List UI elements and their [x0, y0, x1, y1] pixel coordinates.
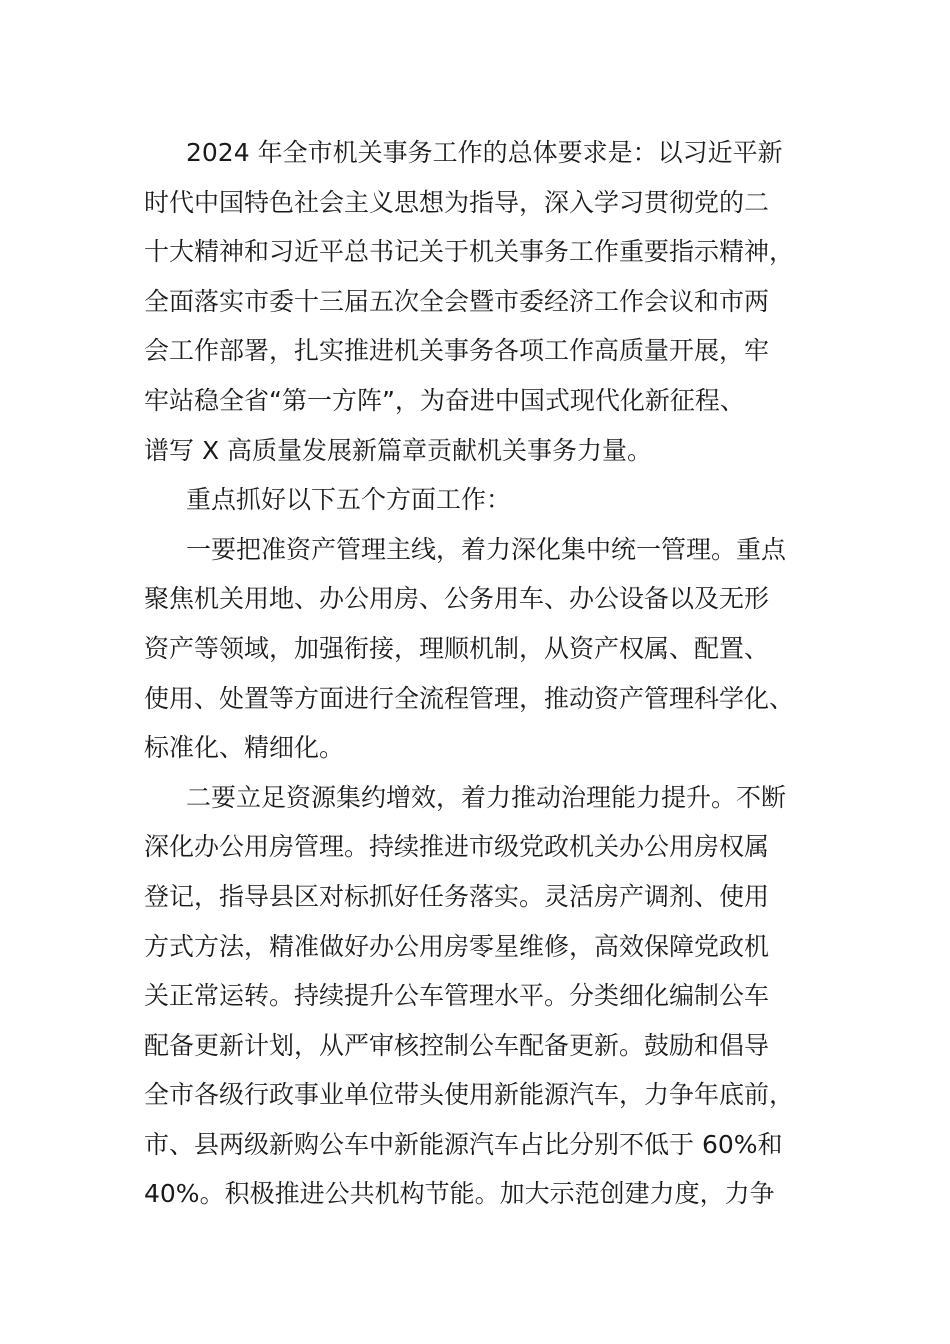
text-line: 全面落实市委十三届五次全会暨市委经济工作会议和市两 — [144, 286, 770, 316]
text-line: 重点抓好以下五个方面工作： — [186, 485, 512, 515]
text-line: 深化办公用房管理。持续推进市级党政机关办公用房权属 — [144, 832, 770, 862]
text-line: 配备更新计划，从严审核控制公车配备更新。鼓励和倡导 — [144, 1030, 770, 1060]
text-line: 十大精神和习近平总书记关于机关事务工作重要指示精神， — [144, 237, 795, 267]
text-line: 全市各级行政事业单位带头使用新能源汽车，力争年底前， — [144, 1080, 795, 1110]
paragraph-asset-management — [144, 525, 808, 773]
text-line: 牢站稳全省“第一方阵”，为奋进中国式现代化新征程、 — [144, 385, 745, 415]
text-line: 40%。积极推进公共机构节能。加大示范创建力度，力争 — [144, 1179, 775, 1209]
text-line: 方式方法，精准做好办公用房零星维修，高效保障党政机 — [144, 931, 770, 961]
text-line: 会工作部署，扎实推进机关事务各项工作高质量开展，牢 — [144, 336, 770, 366]
text-line: 使用、处置等方面进行全流程管理，推动资产管理科学化、 — [144, 683, 795, 713]
text-line: 聚焦机关用地、办公用房、公务用车、办公设备以及无形 — [144, 584, 770, 614]
text-line: 登记，指导县区对标抓好任务落实。灵活房产调剂、使用 — [144, 881, 770, 911]
text-line: 2024 年全市机关事务工作的总体要求是：以习近平新 — [186, 138, 783, 167]
text-line: 资产等领域，加强衔接，理顺机制，从资产权属、配置、 — [144, 633, 770, 663]
text-line: 市、县两级新购公车中新能源汽车占比分别不低于 60%和 — [144, 1129, 783, 1159]
text-line: 关正常运转。持续提升公车管理水平。分类细化编制公车 — [144, 981, 770, 1011]
text-line: 一要把准资产管理主线，着力深化集中统一管理。重点 — [186, 534, 787, 564]
text-line: 标准化、精细化。 — [144, 733, 345, 763]
paragraph-five-aspects — [144, 475, 808, 525]
paragraph-resource-efficiency — [144, 773, 808, 1219]
text-line: 二要立足资源集约增效，着力推动治理能力提升。不断 — [186, 782, 787, 812]
document-body — [144, 128, 808, 1219]
paragraph-general-requirements — [144, 128, 808, 475]
text-line: 谱写 X 高质量发展新篇章贡献机关事务力量。 — [144, 435, 653, 465]
text-line: 时代中国特色社会主义思想为指导，深入学习贯彻党的二 — [144, 187, 770, 217]
